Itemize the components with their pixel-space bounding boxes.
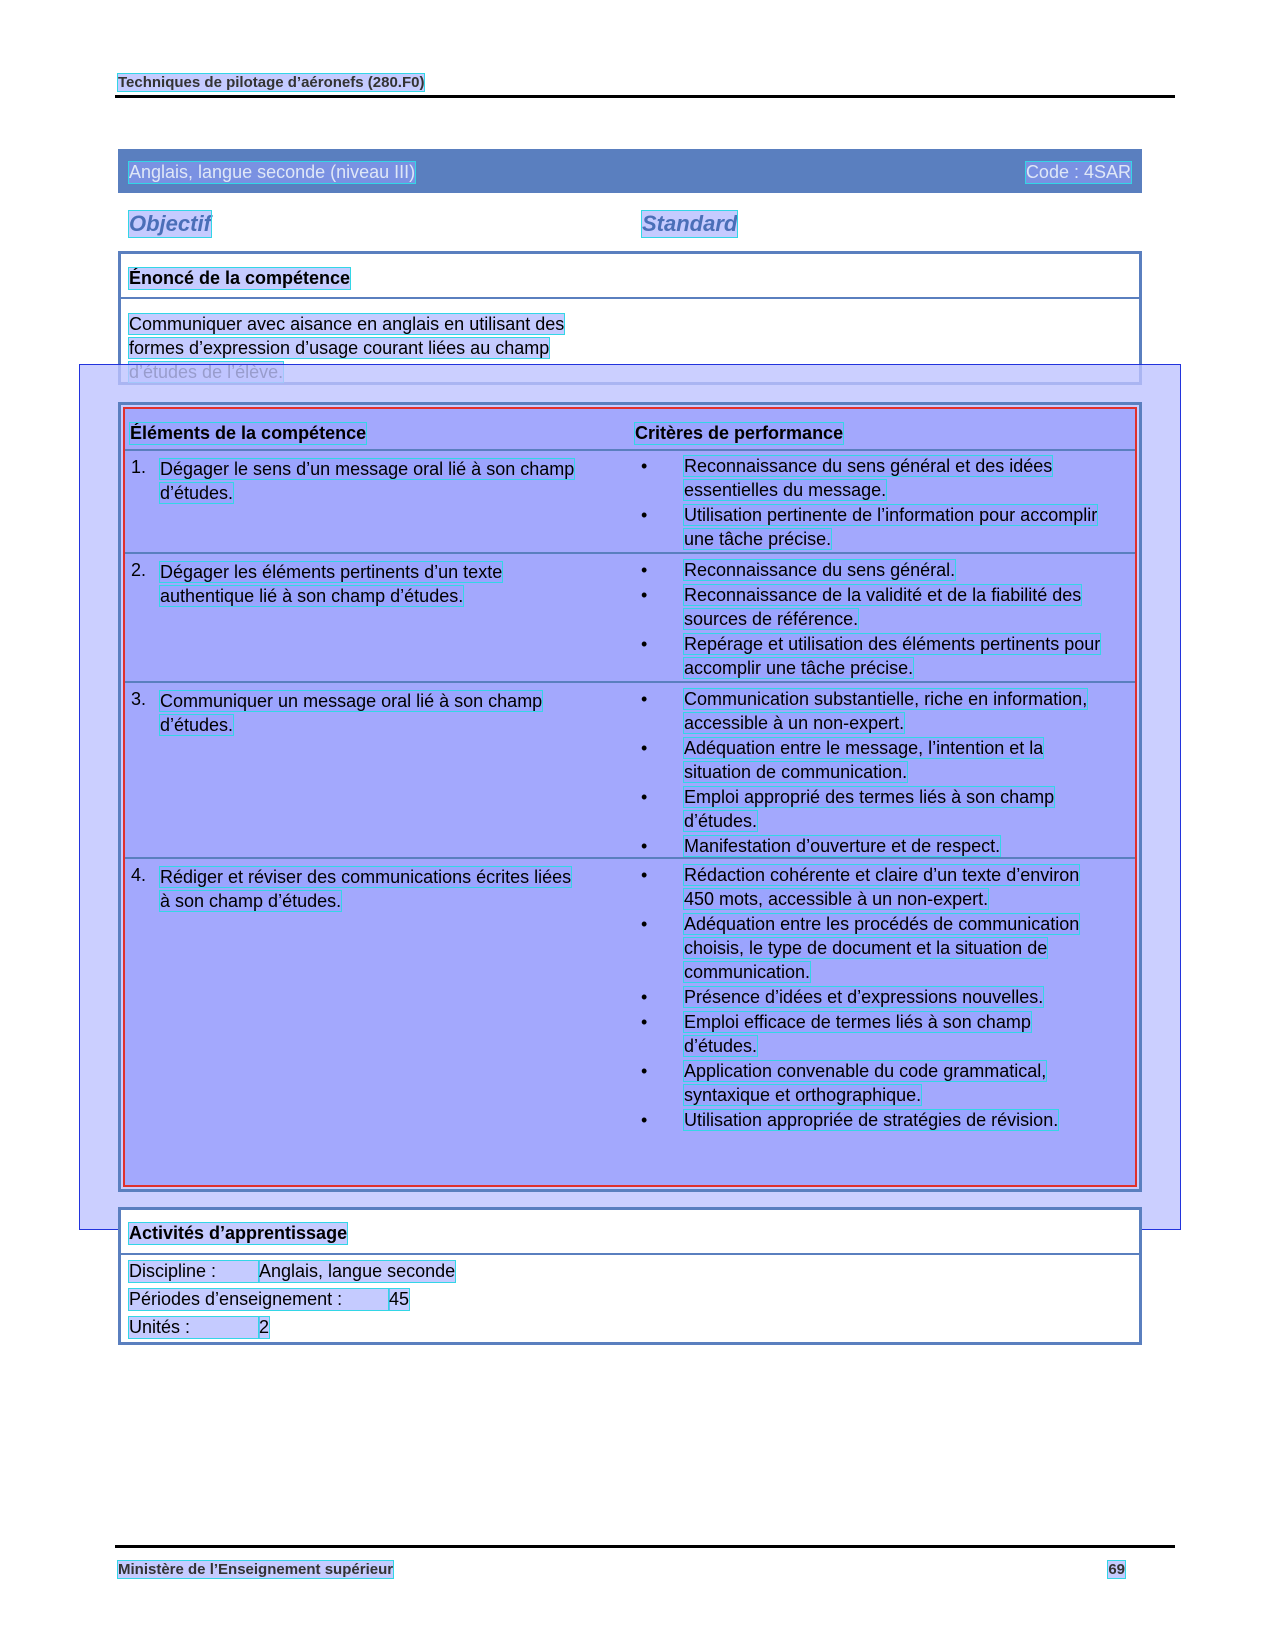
discipline-label: Discipline : [129,1261,259,1282]
bullet-icon: • [641,634,648,654]
objectif-label: Objectif [129,211,211,236]
course-code: Code : 4SAR [1025,162,1131,182]
element-text: Rédiger et réviser des communications écrites liées à son champ d’études. [160,867,572,911]
element-number: 4. [131,865,147,885]
bullet-icon: • [641,456,648,476]
criteria-list [641,558,1107,681]
activites-box [118,1207,1142,1345]
elements-heading: Éléments de la compétence [130,423,367,443]
bullet-icon: • [641,585,648,605]
criterion: • Reconnaissance du sens général et des idées essentielles du message. [641,456,1053,500]
criterion: • Adéquation entre le message, l’intention et la situation de communication. [641,738,1044,782]
footer-rule [115,1545,1175,1548]
criterion: • Rédaction cohérente et claire d’un texte d’environ 450 mots, accessible à un non-expert. [641,865,1080,909]
row-divider [125,449,1135,451]
criterion: • Adéquation entre les procédés de communication choisis, le type de document et la situation de communication. [641,914,1080,982]
criterion: • Reconnaissance de la validité et de la fiabilité des sources de référence. [641,585,1082,629]
criterion: • Repérage et utilisation des éléments pertinents pour accomplir une tâche précise. [641,634,1101,678]
element-number: 1. [131,457,147,477]
criterion: • Reconnaissance du sens général. [641,560,956,580]
criterion: • Manifestation d’ouverture et de respect. [641,836,1001,856]
enonce-heading: Énoncé de la compétence [129,268,351,288]
criterion: • Emploi efficace de termes liés à son champ d’études. [641,1012,1031,1056]
criteria-list [641,863,1107,1133]
bullet-icon: • [641,505,648,525]
course-title: Anglais, langue seconde (niveau III) [129,162,416,182]
activites-divider [121,1253,1139,1255]
criterion: • Utilisation appropriée de stratégies de révision. [641,1110,1059,1130]
course-title-bar [118,149,1142,193]
element-text: Dégager les éléments pertinents d’un texte authentique lié à son champ d’études. [160,562,503,606]
element-number: 2. [131,560,147,580]
element-text: Communiquer un message oral lié à son champ d’études. [160,691,543,735]
elements-table [123,407,1137,1187]
bullet-icon: • [641,865,648,885]
discipline-value: Anglais, langue seconde [259,1261,456,1281]
page-header: Techniques de pilotage d’aéronefs (280.F0) [118,74,425,91]
page-footer [118,1561,1125,1578]
bullet-icon: • [641,836,648,856]
criteres-heading: Critères de performance [635,423,844,443]
criterion: • Utilisation pertinente de l’information pour accomplir une tâche précise. [641,505,1098,549]
footer-ministry: Ministère de l’Enseignement supérieur [118,1561,394,1578]
criterion: • Emploi approprié des termes liés à son champ d’études. [641,787,1055,831]
bullet-icon: • [641,1012,648,1032]
criteria-list [641,454,1107,552]
enonce-divider [121,297,1139,299]
bullet-icon: • [641,787,648,807]
criterion: • Communication substantielle, riche en information, accessible à un non-expert. [641,689,1088,733]
page-number: 69 [1108,1561,1125,1578]
periodes-value: 45 [389,1289,410,1309]
unites-label: Unités : [129,1317,259,1338]
bullet-icon: • [641,987,648,1007]
bullet-icon: • [641,1110,648,1130]
discipline-line [129,1261,455,1282]
bullet-icon: • [641,738,648,758]
enonce-text: Communiquer avec aisance en anglais en utilisant des formes d’expression d’usage courant liées au champ [129,312,589,384]
criterion: • Présence d’idées et d’expressions nouvelles. [641,987,1044,1007]
row-divider [125,552,1135,554]
activites-heading: Activités d’apprentissage [129,1223,348,1243]
bullet-icon: • [641,914,648,934]
bullet-icon: • [641,1061,648,1081]
header-rule [115,95,1175,98]
standard-label: Standard [642,211,738,236]
criterion: • Application convenable du code grammatical, syntaxique et orthographique. [641,1061,1047,1105]
row-divider [125,681,1135,683]
criteria-list [641,687,1107,859]
periodes-line [129,1289,409,1310]
elements-box [118,402,1142,1192]
element-text: Dégager le sens d’un message oral lié à son champ d’études. [160,459,575,503]
unites-line [129,1317,269,1338]
periodes-label: Périodes d’enseignement : [129,1289,389,1310]
bullet-icon: • [641,689,648,709]
element-number: 3. [131,689,147,709]
unites-value: 2 [259,1317,270,1337]
bullet-icon: • [641,560,648,580]
